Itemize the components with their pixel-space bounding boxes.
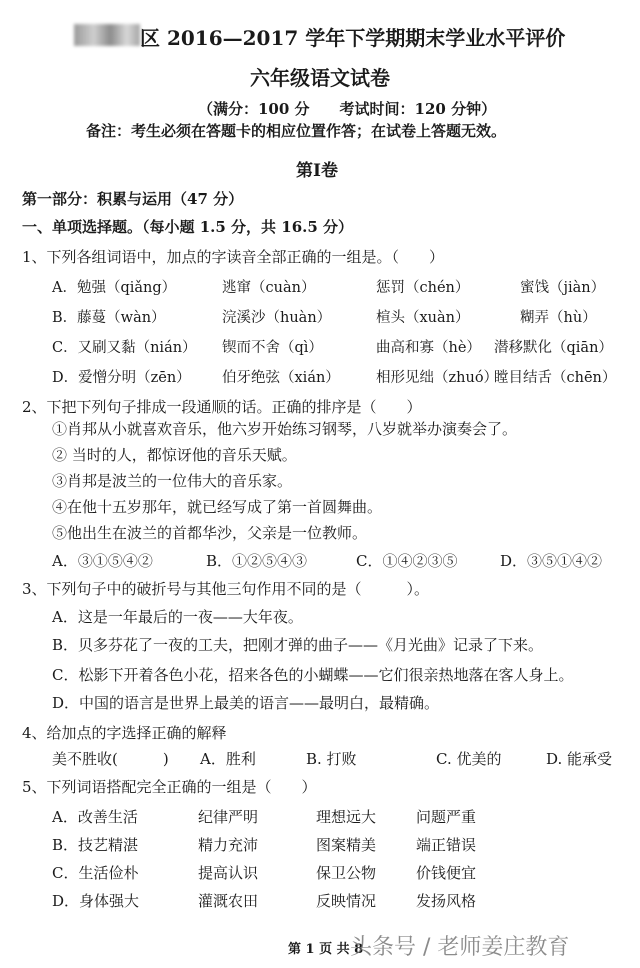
- part1-title: 第一部分：积累与运用（47 分）: [22, 190, 244, 208]
- q2-sentence: ⑤他出生在波兰的首都华沙，父亲是一位教师。: [52, 524, 368, 542]
- q5-option-cell: 精力充沛: [198, 836, 259, 854]
- q5-option-cell: D．身体强大: [52, 892, 140, 910]
- q4-item: 美不胜收( ): [52, 750, 169, 768]
- q1-option-cell: 糊弄（hù）: [520, 310, 597, 326]
- q3-option: A．这是一年最后的一夜——大年夜。: [52, 608, 303, 626]
- q1-option-cell: B．藤蔓（wàn）: [52, 310, 166, 326]
- q5-option-cell: 保卫公物: [316, 864, 377, 882]
- q4-option: A．胜利: [200, 750, 256, 768]
- q5-option-cell: 纪律严明: [198, 808, 259, 826]
- q2-sentence: ①肖邦从小就喜欢音乐，他六岁开始练习钢琴，八岁就举办演奏会了。: [52, 420, 518, 438]
- watermark: 头条号 / 老师姜庄教育: [350, 935, 570, 960]
- q1-option-cell: 瞠目结舌（chēn）: [494, 370, 617, 386]
- q3-option: C．松影下开着各色小花，招来各色的小蝴蝶——它们很亲热地落在客人身上。: [52, 666, 574, 684]
- exam-meta: （满分：100 分 考试时间：120 分钟）: [198, 100, 497, 118]
- q4-stem: 4、给加点的字选择正确的解释: [22, 724, 227, 742]
- q5-option-cell: 灌溉农田: [198, 892, 259, 910]
- q3-option: D．中国的语言是世界上最美的语言——最明白，最精确。: [52, 694, 440, 712]
- q1-option-cell: 浣溪沙（huàn）: [222, 310, 332, 326]
- q1-stem: 1、下列各组词语中，加点的字读音全部正确的一组是。（ ）: [22, 248, 445, 266]
- q1-option-cell: 曲高和寡（hè）: [376, 340, 481, 356]
- q5-option-cell: C．生活俭朴: [52, 864, 139, 882]
- q5-option-cell: 价钱便宜: [416, 864, 477, 882]
- q5-stem: 5、下列词语搭配完全正确的一组是（ ）: [22, 778, 317, 796]
- exam-note: 备注：考生必须在答题卡的相应位置作答；在试卷上答题无效。: [86, 122, 507, 140]
- q1-option-cell: 逃窜（cuàn）: [222, 280, 316, 296]
- q1-option-cell: C．又刷又黏（nián）: [52, 340, 197, 356]
- q5-option-cell: B．技艺精湛: [52, 836, 139, 854]
- q1-option-cell: 楦头（xuàn）: [376, 310, 470, 326]
- section1-title: 一、单项选择题。（每小题 1.5 分，共 16.5 分）: [22, 218, 354, 236]
- q2-option: B．①②⑤④③: [206, 552, 308, 570]
- redacted-region-name: [74, 24, 140, 46]
- page-number: 第 1 页 共 8: [288, 942, 364, 957]
- q2-sentence: ③肖邦是波兰的一位伟大的音乐家。: [52, 472, 293, 490]
- q5-option-cell: 理想远大: [316, 808, 377, 826]
- q1-option-cell: D．爱憎分明（zēn）: [52, 370, 191, 386]
- volume-title: 第Ⅰ卷: [296, 161, 338, 181]
- q5-option-cell: A．改善生活: [52, 808, 138, 826]
- q2-option: A．③①⑤④②: [52, 552, 153, 570]
- q1-option-cell: A．勉强（qiǎng）: [52, 280, 177, 296]
- q2-option: C．①④②③⑤: [356, 552, 458, 570]
- exam-title: 区 2016—2017 学年下学期期末学业水平评价: [140, 26, 566, 50]
- q4-option: C. 优美的: [436, 750, 502, 768]
- q1-option-cell: 蜜饯（jiàn）: [520, 280, 606, 296]
- q2-sentence: ④在他十五岁那年，就已经写成了第一首圆舞曲。: [52, 498, 383, 516]
- q2-stem: 2、下把下列句子排成一段通顺的话。正确的排序是（ ）: [22, 398, 422, 416]
- q5-option-cell: 图案精美: [316, 836, 377, 854]
- q1-option-cell: 锲而不舍（qì）: [222, 340, 323, 356]
- q3-stem: 3、下列句子中的破折号与其他三句作用不同的是（ ）。: [22, 580, 430, 598]
- q4-option: D. 能承受: [546, 750, 613, 768]
- q4-option: B. 打败: [306, 750, 357, 768]
- q5-option-cell: 反映情况: [316, 892, 377, 910]
- q1-option-cell: 相形见绌（zhuó）: [376, 370, 499, 386]
- q3-option: B．贝多芬花了一夜的工夫，把刚才弹的曲子——《月光曲》记录了下来。: [52, 636, 544, 654]
- q1-option-cell: 惩罚（chén）: [376, 280, 470, 296]
- exam-subtitle: 六年级语文试卷: [250, 66, 390, 90]
- q5-option-cell: 问题严重: [416, 808, 477, 826]
- q1-option-cell: 潜移默化（qiān）: [494, 340, 613, 356]
- q5-option-cell: 提高认识: [198, 864, 259, 882]
- q2-option: D．③⑤①④②: [500, 552, 603, 570]
- q1-option-cell: 伯牙绝弦（xián）: [222, 370, 340, 386]
- q5-option-cell: 发扬风格: [416, 892, 477, 910]
- q2-sentence: ② 当时的人，都惊讶他的音乐天赋。: [52, 446, 297, 464]
- q5-option-cell: 端正错误: [416, 836, 477, 854]
